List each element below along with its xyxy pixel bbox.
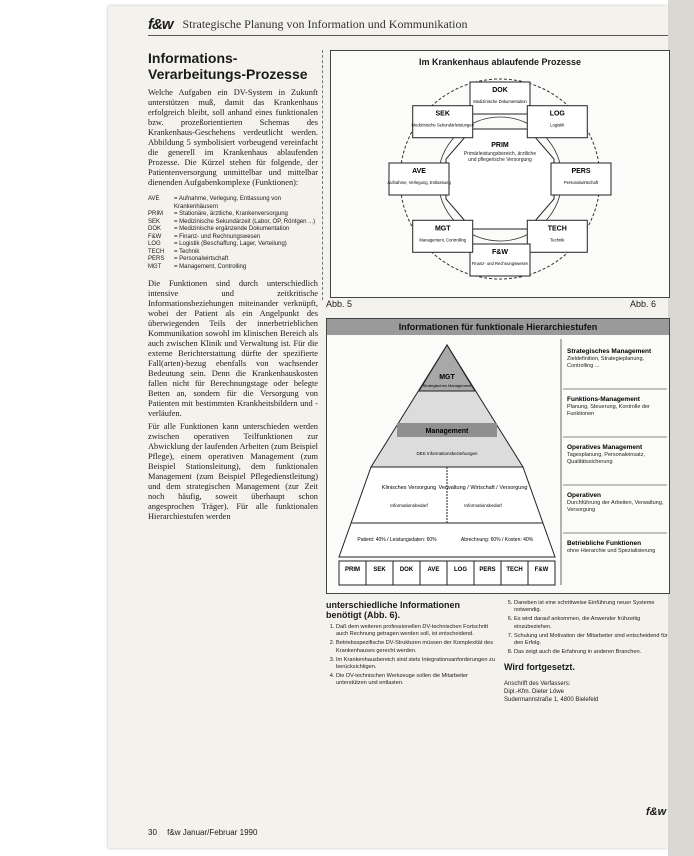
- process-node-desc: Finanz- und Rechnungswesen: [471, 261, 529, 266]
- right-heading: unterschiedliche Informationen benötigt (Abb. 6).: [326, 600, 461, 620]
- abbreviation-key: PERS: [148, 256, 165, 262]
- pyr-right-low: Abrechnung: 60% / Kosten: 40%: [460, 537, 534, 543]
- abbreviation-text: = Medizinische ergänzende Dokumentation: [174, 226, 290, 232]
- process-node-label: MGT: [434, 225, 451, 233]
- abbreviation-list: [148, 196, 318, 271]
- function-column: [366, 561, 393, 585]
- list-item: 6. Es wird darauf ankommen, die Anwender frühzeitig einzubeziehen.: [514, 616, 668, 630]
- process-node-label: DOK: [492, 87, 508, 94]
- level-title: Funktions-Management: [567, 396, 640, 403]
- abbreviation-item: [148, 226, 318, 234]
- abbreviation-item: [148, 196, 318, 211]
- page-edge: [668, 0, 694, 856]
- abbreviation-key: LOG: [148, 241, 161, 247]
- process-node-label: F&W: [492, 249, 508, 256]
- header-title: Strategische Planung von Information und Kommunikation: [182, 16, 468, 31]
- list-item: 2. Betriebsspezifische DV-Strukturen müssen der Komplexität des Krankenhauses gerecht werden.: [336, 640, 496, 654]
- page-number: 30: [148, 828, 157, 837]
- abbreviation-item: [148, 264, 318, 272]
- page-footer: [148, 828, 265, 837]
- level-text: Planung, Steuerung, Kontrolle der Funktionen: [567, 404, 650, 417]
- author-line: Dipl.-Kfm. Dieter Löwe: [504, 689, 565, 696]
- caption-abb6: Abb. 6: [630, 299, 657, 309]
- footer-source: f&w Januar/Februar 1990: [167, 828, 258, 837]
- pyr-mgmt: Management: [425, 428, 469, 435]
- abbreviation-key: TECH: [148, 248, 165, 255]
- process-node-desc: Aufnahme, Verlegung, Entlassung: [387, 180, 451, 185]
- abbreviation-text: = Logistik (Beschaffung, Lager, Verteilung): [174, 241, 287, 247]
- process-node-desc: Personalwirtschaft: [563, 180, 599, 185]
- list-item: 4. Die DV-technischen Werkzeuge sollen die Mitarbeiter unterstützen und entlasten.: [336, 673, 496, 687]
- body-paragraph-2: Für alle Funktionen kann unterschieden werden zwischen operativen Teilfunktionen zur Abwicklung der laufenden Arbeiten (zum Beispiel Pflege), einem operativen Management (zum Beispiel Stationsleitung), dem funktionalen Management (zum Beispiel Pflegedienstleitung) und dem strategischen Management (zur Zeit noch häufig, soweit überhaupt schon angesprochen Träger). Für alle funktionalen Hierarchiestufen werden: [148, 422, 318, 521]
- level-text: Tagesplanung, Personaleinsatz, Qualitätssicherung: [567, 452, 645, 465]
- function-column: [528, 561, 555, 585]
- figure-processes: [330, 50, 670, 298]
- author-line: Sudermannstraße 1, 4800 Bielefeld: [504, 697, 599, 704]
- pyr-left-mid: Klinisches Versorgung: [381, 485, 437, 491]
- figure-hierarchy: [326, 318, 670, 594]
- process-node-desc: Medizinische Dokumentation: [473, 99, 527, 104]
- author-address: [504, 680, 668, 704]
- abbreviation-key: DOK: [148, 226, 162, 232]
- process-node-label: PERS: [571, 168, 591, 175]
- abbreviation-item: [148, 249, 318, 257]
- figure-processes-title: Im Krankenhaus ablaufende Prozesse: [418, 57, 582, 67]
- header-rule: [148, 35, 668, 36]
- abbreviation-text: = Technik: [174, 248, 200, 255]
- pyr-right-mid: Verwaltung / Wirtschaft / Versorgung: [438, 485, 528, 491]
- level-title: Operatives Management: [567, 444, 643, 451]
- process-node-label: SEK: [435, 110, 450, 118]
- list-item: 3. Im Krankenhausbereich sind stets Integrationsanforderungen zu berücksichtigen.: [336, 657, 496, 671]
- level-title: Betriebliche Funktionen: [567, 540, 642, 547]
- intro-paragraph: Welche Aufgaben ein DV-System in Zukunft unterstützen muß, damit das Krankenhaus erfolgreich bleibt, soll anhand eines funktionalen bzw. prozeßorientierten Schemas des Krankenhaus-Geschehens verdeutlicht werden. Abbildung 5 symbolisiert vorbeugend vereinfacht die generell im Krankenhaus ablaufenden Prozesse. Die Kürzel stehen für folgende, der Patientenversorgung unmittelbar und mittelbar dienenden Aufgabenkomplexe (Funktionen):: [148, 88, 318, 187]
- process-node-label: AVE: [412, 168, 426, 175]
- function-column: [393, 561, 420, 585]
- center-desc: Primärleistungsbereich, ärztliche und pflegerische Versorgung: [463, 151, 537, 163]
- function-column-label: AVE: [427, 567, 440, 573]
- list-1: [326, 624, 496, 688]
- process-node-desc: Logistik: [550, 122, 565, 128]
- abbreviation-text: = Finanz- und Rechnungswesen: [174, 233, 261, 240]
- process-node-desc: Technik: [550, 237, 565, 243]
- body-paragraph: Die Funktionen sind durch unterschiedlich intensive und zeitkritische Informationsbeziehungen miteinander verknüpft, wobei der Patient als ein Angelpunkt des überwiegenden Teils der innerbetrieblichen Kommunikation sowohl im klinischen Bereich als auch zwischen Klinik und Verwaltung ist. Für die externe Berichterstattung dürfte der spezifierte Fall(arten)-bezug ebenfalls von wachsender Bedeutung sein. Denn die Krankenhauskosten fallen nicht für Berechnungstage oder belegte Betten an, sondern für die Versorgung von Patienten mit bestimmten Krankheitsbildern und -verläufen.: [148, 279, 318, 418]
- list-item: 8. Das zeigt auch die Erfahrung in anderen Branchen.: [514, 649, 668, 656]
- abbreviation-text: = Stationäre, ärztliche, Krankenversorgung: [174, 211, 288, 217]
- function-column-label: PERS: [479, 567, 496, 573]
- magazine-logo: f&w: [148, 15, 173, 33]
- footer-logo: f&w: [646, 806, 667, 818]
- function-column-label: F&W: [534, 567, 549, 573]
- hierarchy-diagram: [327, 335, 669, 591]
- pyr-top-note: Strategisches Management: [422, 383, 472, 388]
- article-heading: Informations-Verarbeitungs-Prozesse: [148, 50, 308, 82]
- abbreviation-key: SEK: [148, 218, 161, 225]
- process-node-desc: Medizinische Sekundärleistungen: [411, 122, 474, 128]
- center-label: PRIM: [491, 142, 509, 149]
- function-column-label: LOG: [454, 567, 467, 573]
- function-column-label: SEK: [373, 567, 386, 573]
- pyr-left-note: Informationsbedarf: [390, 503, 428, 508]
- level-title: Strategisches Management: [567, 348, 652, 355]
- function-column-label: TECH: [506, 567, 523, 573]
- process-node-desc: Management, Controlling: [419, 237, 467, 243]
- level-title: Operativen: [567, 492, 601, 499]
- abbreviation-text: = Personalwirtschaft: [174, 256, 229, 262]
- abbreviation-text: = Medizinische Sekundärzeit (Labor, OP, Röntgen ...): [174, 218, 316, 225]
- author-line: Anschrift des Verfassers:: [504, 681, 571, 688]
- abbreviation-item: [148, 211, 318, 219]
- abbreviation-item: [148, 256, 318, 264]
- pyr-mgmt-note: DEK Informationsbeziehungen: [416, 451, 478, 456]
- figure-hierarchy-title: Informationen für funktionale Hierarchiestufen: [327, 319, 669, 335]
- level-text: Zieldefinition, Strategieplanung, Controlling ...: [567, 356, 645, 369]
- abbreviation-key: MGT: [148, 263, 162, 270]
- list-item: 7. Schulung und Motivation der Mitarbeiter sind entscheidend für den Erfolg.: [514, 633, 668, 647]
- list-2: [504, 600, 668, 656]
- abbreviation-key: AVE: [148, 196, 160, 202]
- function-column-label: PRIM: [345, 567, 360, 573]
- column-divider: [322, 50, 323, 300]
- level-text: Durchführung der Arbeiten, Verwaltung, Versorgung: [567, 500, 664, 513]
- list-item: 1. Daß dem weiteren professionellen DV-technischen Fortschritt auch Rechnung getragen werden soll, ist entscheidend.: [336, 624, 496, 638]
- abbreviation-key: PRIM: [148, 211, 163, 217]
- right-column-1: [326, 600, 496, 690]
- function-column: [474, 561, 501, 585]
- process-node-label: LOG: [549, 110, 565, 118]
- abbreviation-item: [148, 241, 318, 249]
- process-node-label: TECH: [547, 225, 567, 233]
- left-column: [148, 50, 318, 522]
- pyr-left-low: Patient: 40% / Leistungsdaten: 60%: [357, 537, 437, 543]
- function-column: [447, 561, 474, 585]
- caption-abb5: Abb. 5: [326, 299, 353, 309]
- to-be-continued: Wird fortgesetzt.: [504, 662, 575, 673]
- level-text: ohne Hierarchie und Spezialisierung: [567, 548, 656, 554]
- function-column: [339, 561, 366, 585]
- abbreviation-text: = Management, Controlling: [174, 263, 247, 270]
- pyr-top: MGT: [439, 374, 455, 381]
- function-column: [420, 561, 447, 585]
- abbreviation-key: F&W: [148, 233, 162, 240]
- abbreviation-item: [148, 219, 318, 227]
- right-column-2: [504, 600, 668, 704]
- function-column: [501, 561, 528, 585]
- function-column-label: DOK: [399, 567, 414, 573]
- abbreviation-text: = Aufnahme, Verlegung, Entlassung von Krankenhäusern: [174, 196, 281, 210]
- abbreviation-item: [148, 234, 318, 242]
- process-diagram: [331, 67, 669, 287]
- page-header: [148, 14, 668, 34]
- list-item: 5. Daneben ist eine schrittweise Einführung neuer Systeme notwendig.: [514, 600, 668, 614]
- pyr-right-note: Informationsbedarf: [464, 503, 502, 508]
